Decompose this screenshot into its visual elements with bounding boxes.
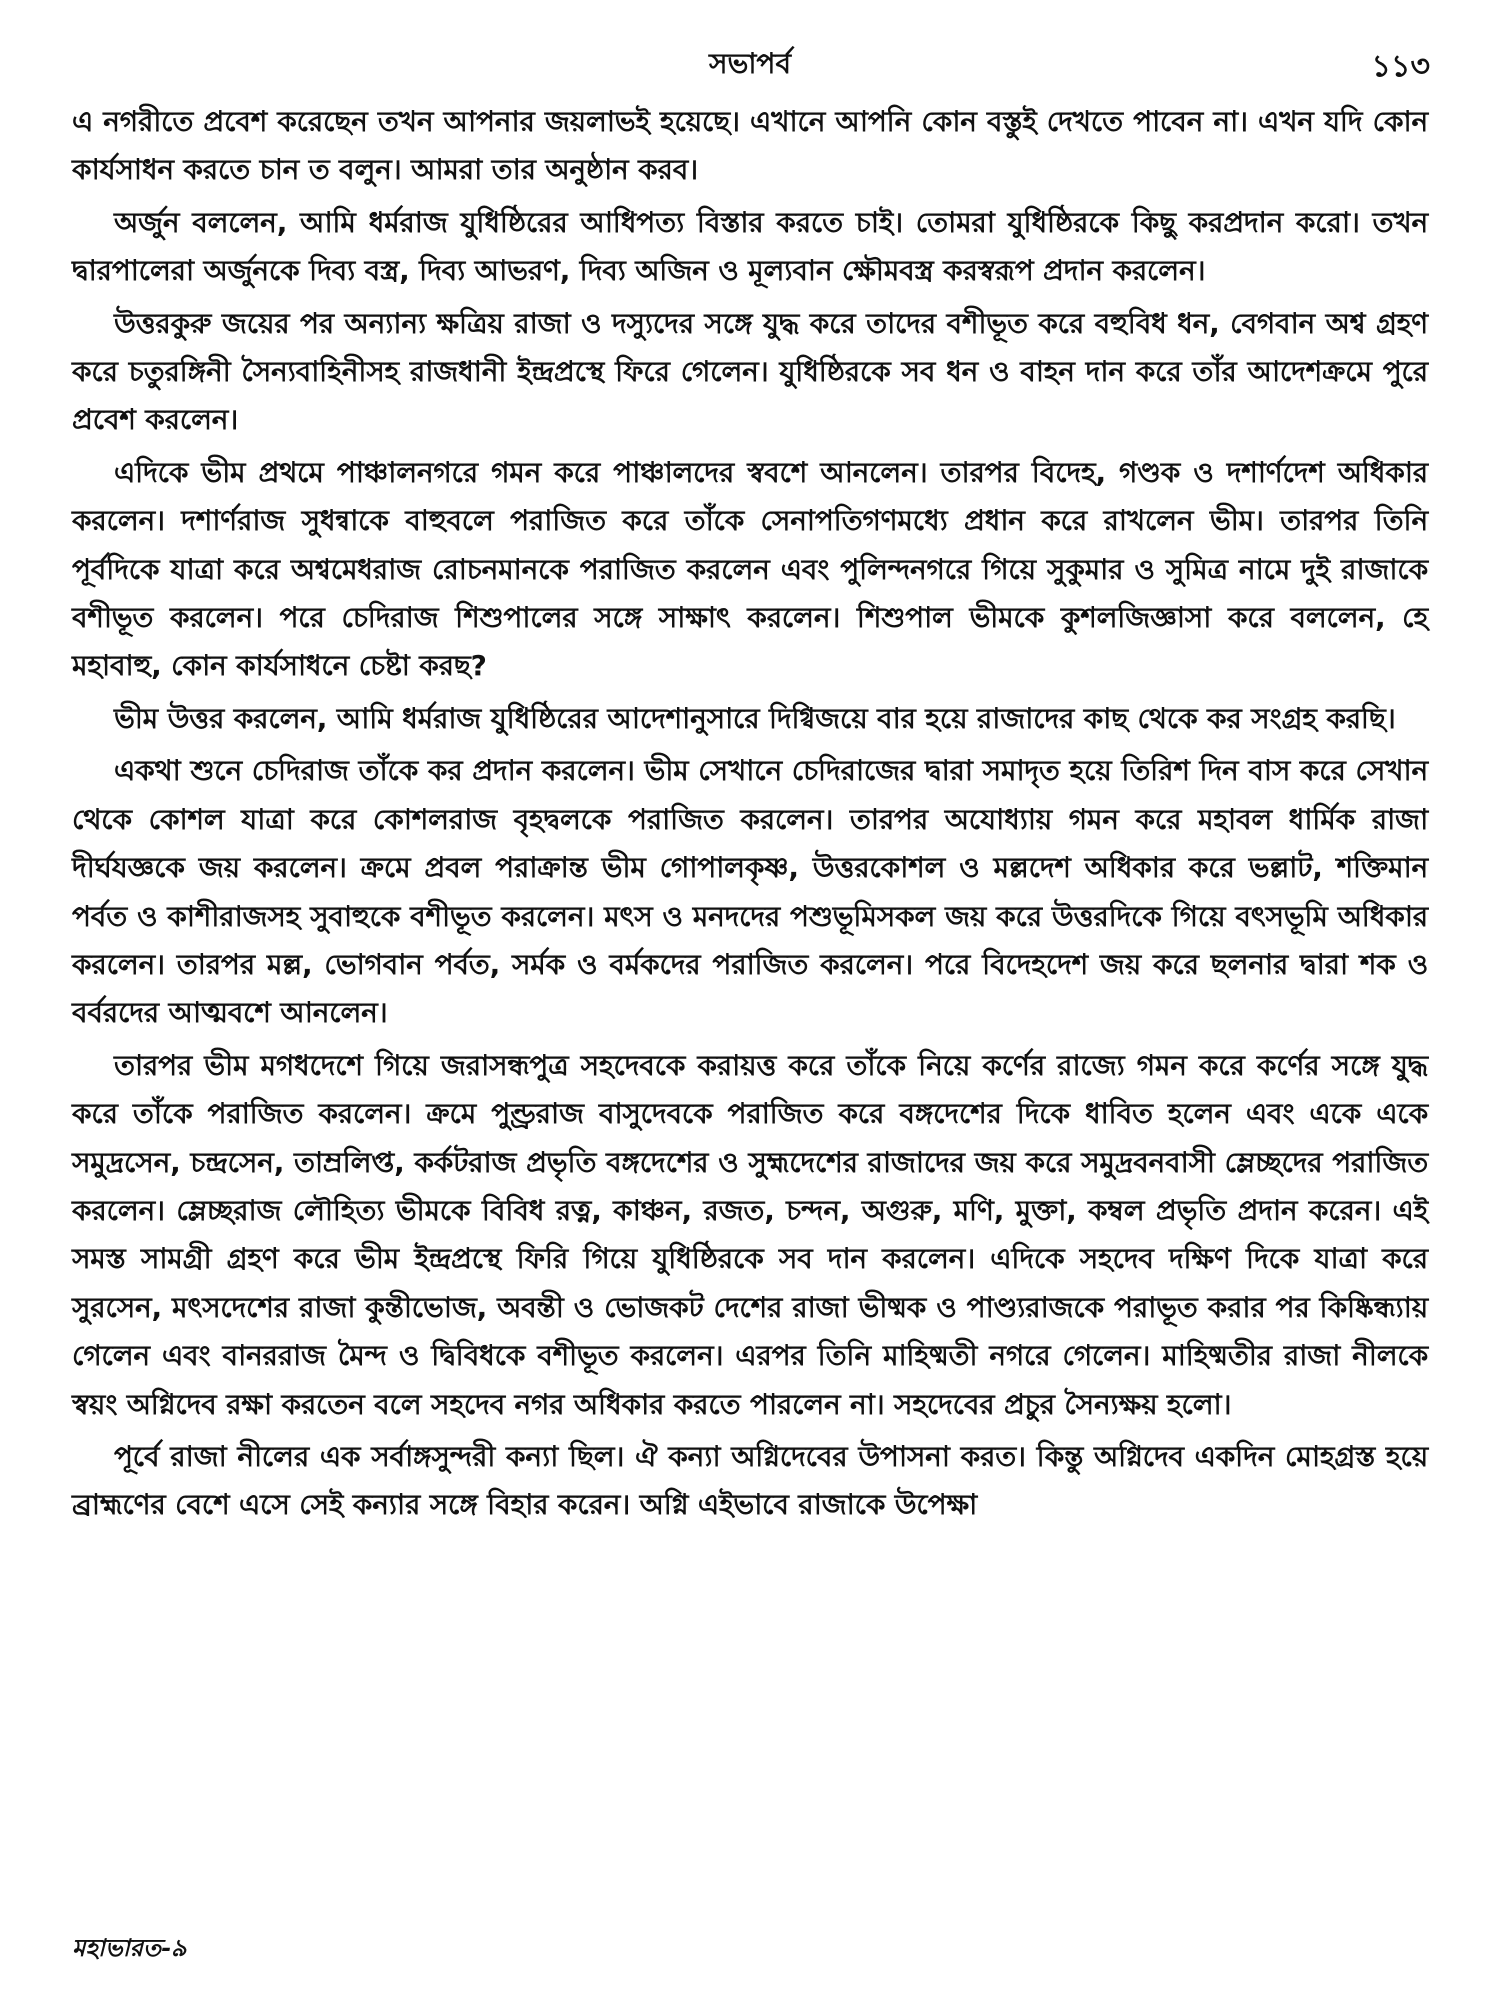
paragraph: অর্জুন বললেন, আমি ধর্মরাজ যুধিষ্ঠিরের আধিপত্য বিস্তার করতে চাই। তোমরা যুধিষ্ঠিরকে কিছু করপ্রদান করো। তখন দ্বারপালেরা অর্জুনকে দিব্য বস্ত্র, দিব্য আভরণ, দিব্য অজিন ও মূল্যবান ক্ষৌমবস্ত্র করস্বরূপ প্রদান করলেন।	[72, 205, 1428, 288]
chapter-title: সভাপর্ব	[708, 47, 792, 80]
paragraph: ভীম উত্তর করলেন, আমি ধর্মরাজ যুধিষ্ঠিরের আদেশানুসারে দিগ্বিজয়ে বার হয়ে রাজাদের কাছ থেকে কর সংগ্রহ করছি।	[114, 701, 1396, 735]
signature-mark: মহাভারত-৯	[72, 1933, 187, 1962]
paragraph: একথা শুনে চেদিরাজ তাঁকে কর প্রদান করলেন। ভীম সেখানে চেদিরাজের দ্বারা সমাদৃত হয়ে তিরিশ দিন বাস করে সেখান থেকে কোশল যাত্রা করে কোশলরাজ বৃহদ্বলকে পরাজিত করলেন। তারপর অযোধ্যায় গমন করে মহাবল ধার্মিক রাজা দীর্ঘযজ্ঞকে জয় করলেন। ক্রমে প্রবল পরাক্রান্ত ভীম গোপালকৃষ্ণ, উত্তরকোশল ও মল্লদেশ অধিকার করে ভল্লাট, শক্তিমান পর্বত ও কাশীরাজসহ সুবাহুকে বশীভূত করলেন। মৎস ও মনদদের পশুভূমিসকল জয় করে উত্তরদিকে গিয়ে বৎসভূমি অধিকার করলেন। তারপর মল্ল, ভোগবান পর্বত, সর্মক ও বর্মকদের পরাজিত করলেন। পরে বিদেহদেশ জয় করে ছলনার দ্বারা শক ও বর্বরদের আত্মবশে আনলেন।	[72, 754, 1428, 1030]
running-head	[70, 42, 1430, 92]
body-text	[72, 98, 1428, 1534]
page-number: ১১৩	[1371, 49, 1430, 84]
paragraph: এ নগরীতে প্রবেশ করেছেন তখন আপনার জয়লাভই হয়েছে। এখানে আপনি কোন বস্তুই দেখতে পাবেন না। এখন যদি কোন কার্যসাধন করতে চান ত বলুন। আমরা তার অনুষ্ঠান করব।	[72, 105, 1428, 187]
paragraph: পূর্বে রাজা নীলের এক সর্বাঙ্গসুন্দরী কন্যা ছিল। ঐ কন্যা অগ্নিদেবের উপাসনা করত। কিন্তু অগ্নিদেব একদিন মোহগ্রস্ত হয়ে ব্রাহ্মণের বেশে এসে সেই কন্যার সঙ্গে বিহার করেন। অগ্নি এইভাবে রাজাকে উপেক্ষা	[72, 1439, 1428, 1522]
paragraph: এদিকে ভীম প্রথমে পাঞ্চালনগরে গমন করে পাঞ্চালদের স্ববশে আনলেন। তারপর বিদেহ, গণ্ডক ও দশার্ণদেশ অধিকার করলেন। দশার্ণরাজ সুধন্বাকে বাহুবলে পরাজিত করে তাঁকে সেনাপতিগণমধ্যে প্রধান করে রাখলেন ভীম। তারপর তিনি পূর্বদিকে যাত্রা করে অশ্বমেধরাজ রোচনমানকে পরাজিত করলেন এবং পুলিন্দনগরে গিয়ে সুকুমার ও সুমিত্র নামে দুই রাজাকে বশীভূত করলেন। পরে চেদিরাজ শিশুপালের সঙ্গে সাক্ষাৎ করলেন। শিশুপাল ভীমকে কুশলজিজ্ঞাসা করে বললেন, হে মহাবাহু, কোন কার্যসাধনে চেষ্টা করছ?	[72, 455, 1428, 683]
paragraph: উত্তরকুরু জয়ের পর অন্যান্য ক্ষত্রিয় রাজা ও দস্যুদের সঙ্গে যুদ্ধ করে তাদের বশীভূত করে বহুবিধ ধন, বেগবান অশ্ব গ্রহণ করে চতুরঙ্গিনী সৈন্যবাহিনীসহ রাজধানী ইন্দ্রপ্রস্থে ফিরে গেলেন। যুধিষ্ঠিরকে সব ধন ও বাহন দান করে তাঁর আদেশক্রমে পুরে প্রবেশ করলেন।	[72, 306, 1428, 437]
paragraph: তারপর ভীম মগধদেশে গিয়ে জরাসন্ধপুত্র সহদেবকে করায়ত্ত করে তাঁকে নিয়ে কর্ণের রাজ্যে গমন করে কর্ণের সঙ্গে যুদ্ধ করে তাঁকে পরাজিত করলেন। ক্রমে পুণ্ড্ররাজ বাসুদেবকে পরাজিত করে বঙ্গদেশের দিকে ধাবিত হলেন এবং একে একে সমুদ্রসেন, চন্দ্রসেন, তাম্রলিপ্ত, কর্কটরাজ প্রভৃতি বঙ্গদেশের ও সুহ্মদেশের রাজাদের জয় করে সমুদ্রবনবাসী ম্লেচ্ছদের পরাজিত করলেন। ম্লেচ্ছরাজ লৌহিত্য ভীমকে বিবিধ রত্ন, কাঞ্চন, রজত, চন্দন, অগুরু, মণি, মুক্তা, কম্বল প্রভৃতি প্রদান করেন। এই সমস্ত সামগ্রী গ্রহণ করে ভীম ইন্দ্রপ্রস্থে ফিরি গিয়ে যুধিষ্ঠিরকে সব দান করলেন। এদিকে সহদেব দক্ষিণ দিকে যাত্রা করে সুরসেন, মৎসদেশের রাজা কুন্তীভোজ, অবন্তী ও ভোজকট দেশের রাজা ভীষ্মক ও পাণ্ড্যরাজকে পরাভূত করার পর কিষ্কিন্ধ্যায় গেলেন এবং বানররাজ মৈন্দ ও দ্বিবিধকে বশীভূত করলেন। এরপর তিনি মাহিষ্মতী নগরে গেলেন। মাহিষ্মতীর রাজা নীলকে স্বয়ং অগ্নিদেব রক্ষা করতেন বলে সহদেব নগর অধিকার করতে পারলেন না। সহদেবের প্রচুর সৈন্যক্ষয় হলো।	[72, 1048, 1428, 1421]
